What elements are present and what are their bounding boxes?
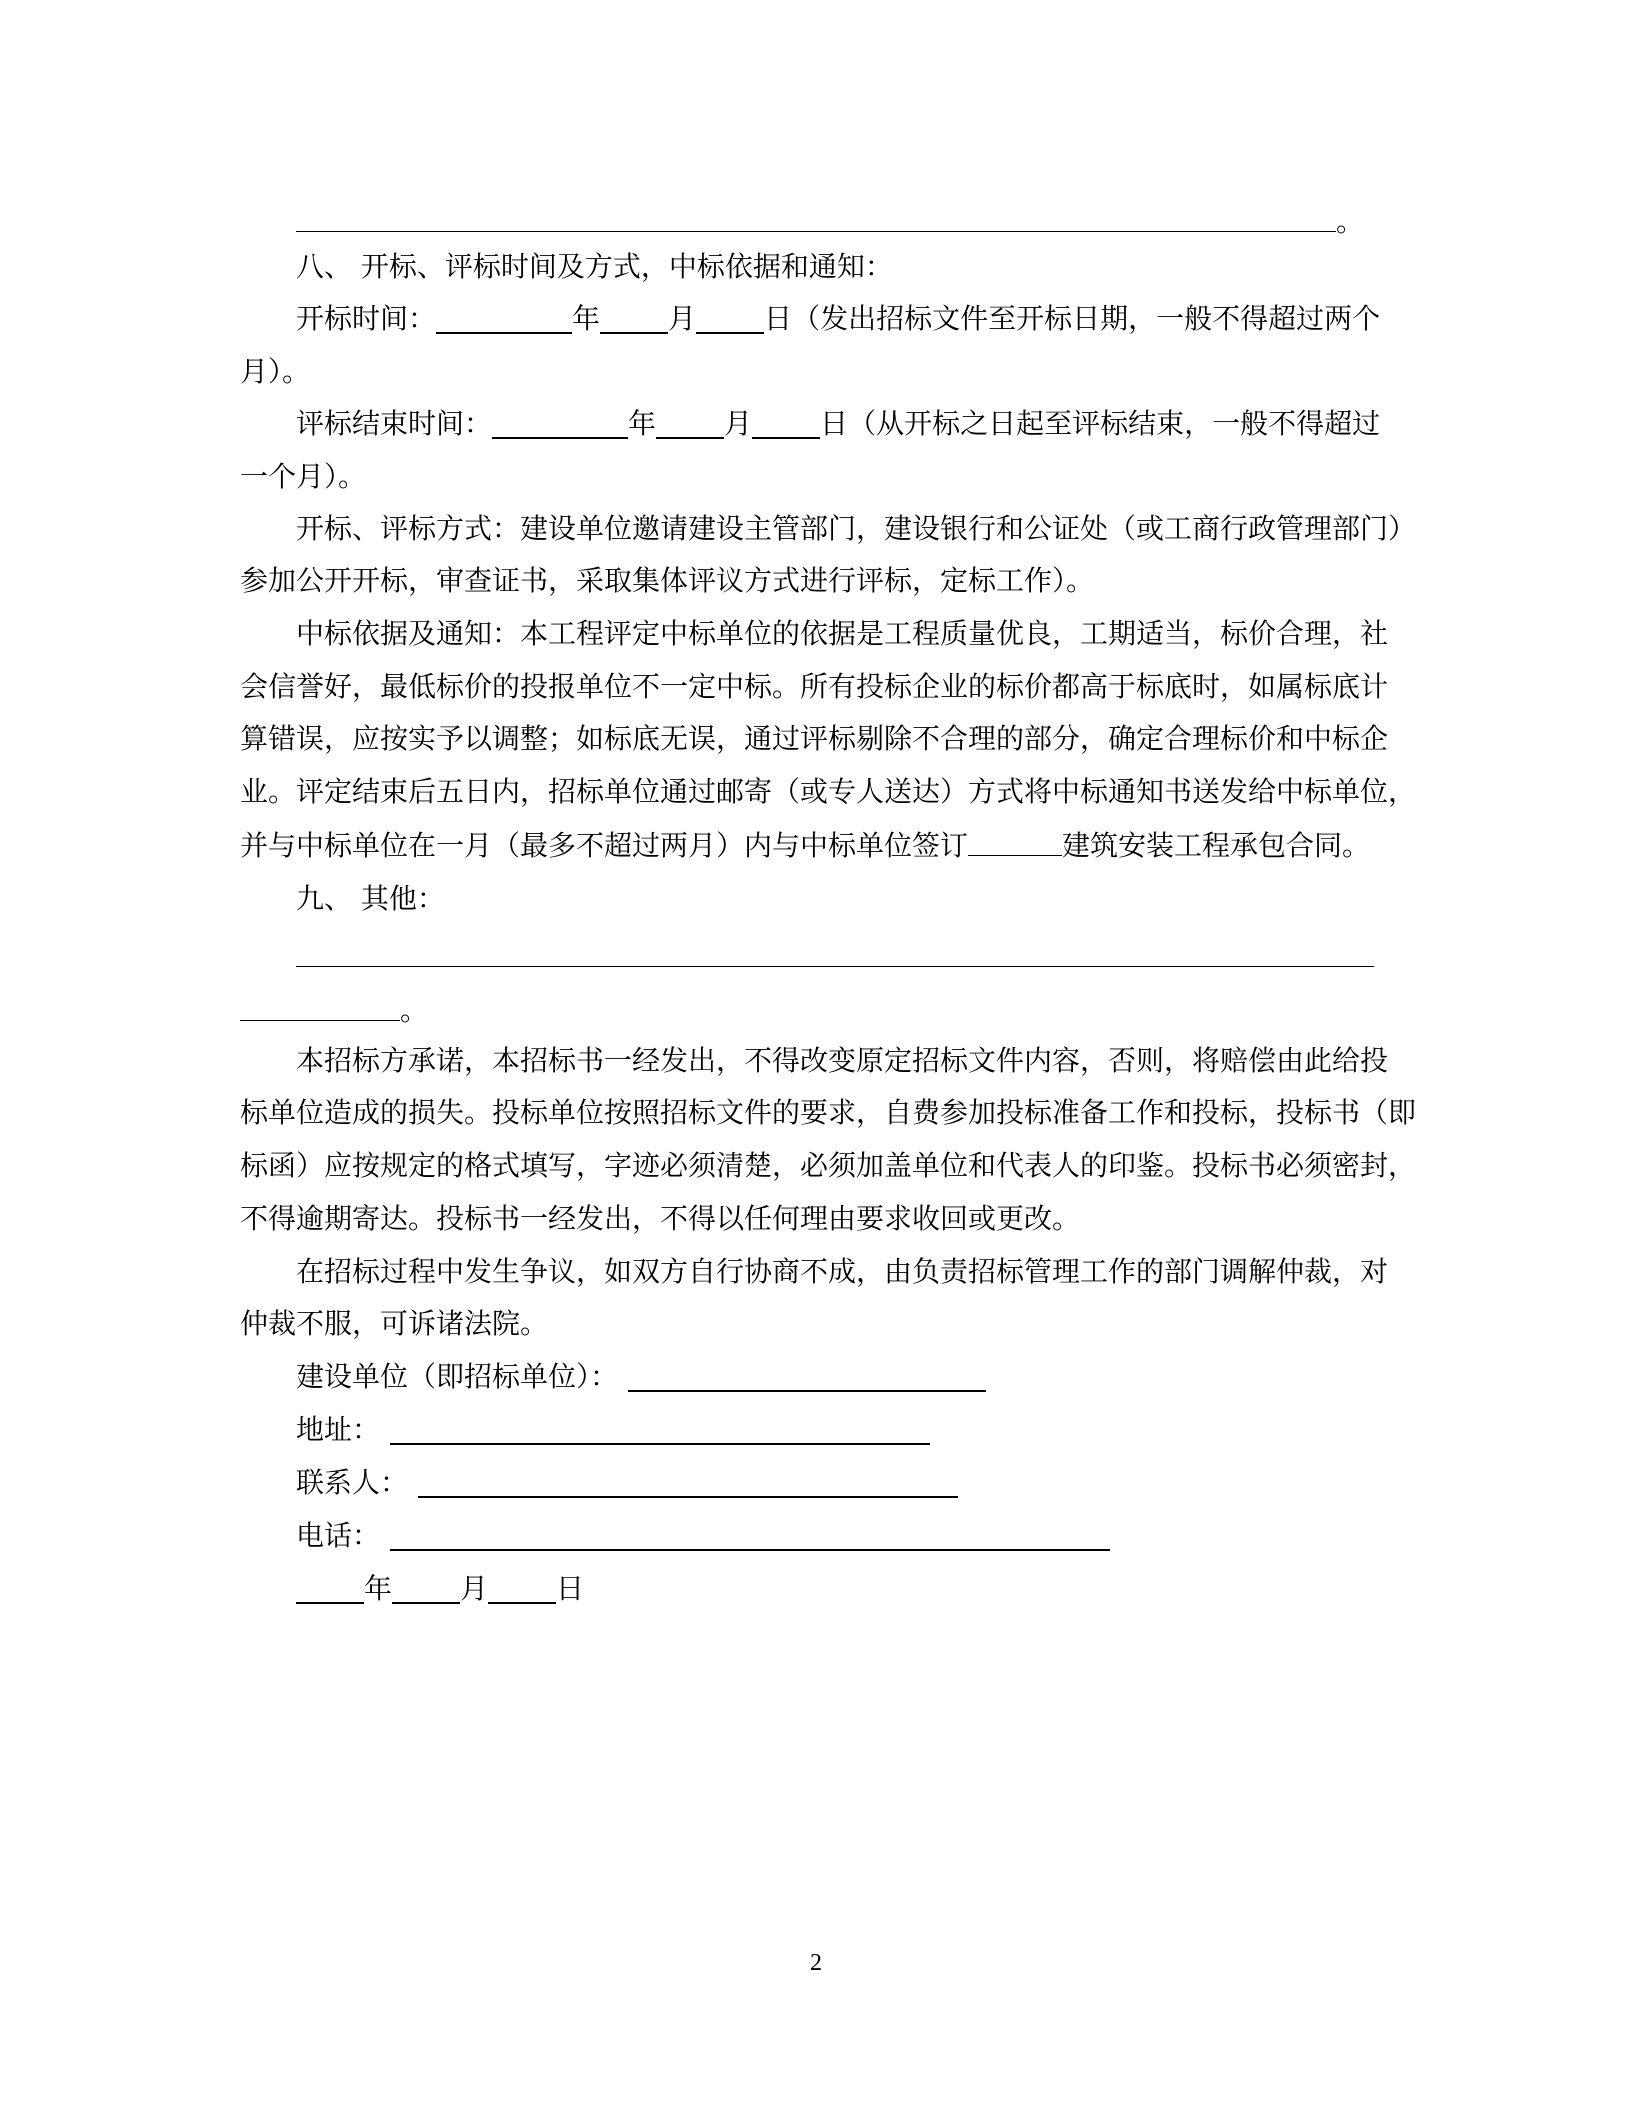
blank-dash: [968, 826, 1062, 866]
year-blank: [296, 1572, 364, 1604]
contact-field: 联系人：: [296, 1463, 958, 1503]
section-9-heading: 九、 其他：: [296, 882, 445, 915]
basis-para: 业。评定结束后五日内，招标单位通过邮寄（或专人送达）方式将中标通知书送发给中标单位，: [240, 775, 1417, 808]
method-para: 参加公开开标，审查证书，采取集体评议方式进行评标，定标工作）。: [240, 564, 1095, 597]
blank-dash: [296, 937, 1374, 977]
contact-blank: [418, 1466, 958, 1498]
day-blank: [488, 1572, 556, 1604]
page-number: 2: [810, 1950, 822, 1976]
promise-para: 标函）应按规定的格式填写，字迹必须清楚，必须加盖单位和代表人的印鉴。投标书必须密封，: [240, 1149, 1417, 1182]
year-blank: [436, 302, 572, 334]
promise-para: 标单位造成的损失。投标单位按照招标文件的要求，自费参加投标准备工作和投标，投标书（即: [240, 1096, 1417, 1129]
fill-blank-line: 。: [296, 202, 1364, 242]
address-blank: [390, 1413, 930, 1445]
dispute-para: 在招标过程中发生争议，如双方自行协商不成，由负责招标管理工作的部门调解仲裁，对: [296, 1255, 1389, 1288]
open-time-cont: 月）。: [240, 355, 311, 388]
month-blank: [600, 302, 668, 334]
phone-field: 电话：: [296, 1516, 1110, 1556]
month-blank: [392, 1572, 460, 1604]
blank-dash: [240, 991, 400, 1031]
method-para: 开标、评标方式：建设单位邀请建设主管部门，建设银行和公证处（或工商行政管理部门）: [296, 512, 1417, 545]
blank-dash: [296, 202, 1336, 242]
eval-end-cont: 一个月）。: [240, 460, 367, 493]
basis-para: 中标依据及通知：本工程评定中标单位的依据是工程质量优良，工期适当，标价合理，社: [296, 617, 1389, 650]
section-8-heading: 八、 开标、评标时间及方式，中标依据和通知：: [296, 250, 893, 283]
eval-end-line: 评标结束时间： 年 月 日（从开标之日起至评标结束，一般不得超过: [296, 407, 1381, 440]
basis-para: 算错误，应按实予以调整；如标底无误，通过评标剔除不合理的部分，确定合理标价和中标企: [240, 722, 1389, 755]
dispute-para: 仲裁不服，可诉诸法院。: [240, 1307, 549, 1340]
day-blank: [696, 302, 764, 334]
year-blank: [492, 407, 628, 439]
phone-blank: [390, 1519, 1110, 1551]
unit-blank: [628, 1360, 986, 1392]
basis-para: 会信誉好，最低标价的投报单位不一定中标。所有投标企业的标价都高于标底时，如属标底计: [240, 670, 1389, 703]
basis-para: 并与中标单位在一月（最多不超过两月）内与中标单位签订 建筑安装工程承包合同。: [240, 826, 1370, 866]
day-blank: [752, 407, 820, 439]
promise-para: 不得逾期寄达。投标书一经发出，不得以任何理由要求收回或更改。: [240, 1202, 1081, 1235]
date-field: 年 月 日: [296, 1569, 584, 1609]
open-time-line: 开标时间： 年 月 日（发出招标文件至开标日期，一般不得超过两个: [296, 302, 1381, 335]
fill-blank-line: [296, 937, 1374, 977]
fill-blank-line: 。: [240, 991, 428, 1031]
address-field: 地址：: [296, 1410, 930, 1450]
unit-field: 建设单位（即招标单位）：: [296, 1357, 986, 1397]
promise-para: 本招标方承诺，本招标书一经发出，不得改变原定招标文件内容，否则，将赔偿由此给投: [296, 1044, 1389, 1077]
month-blank: [656, 407, 724, 439]
